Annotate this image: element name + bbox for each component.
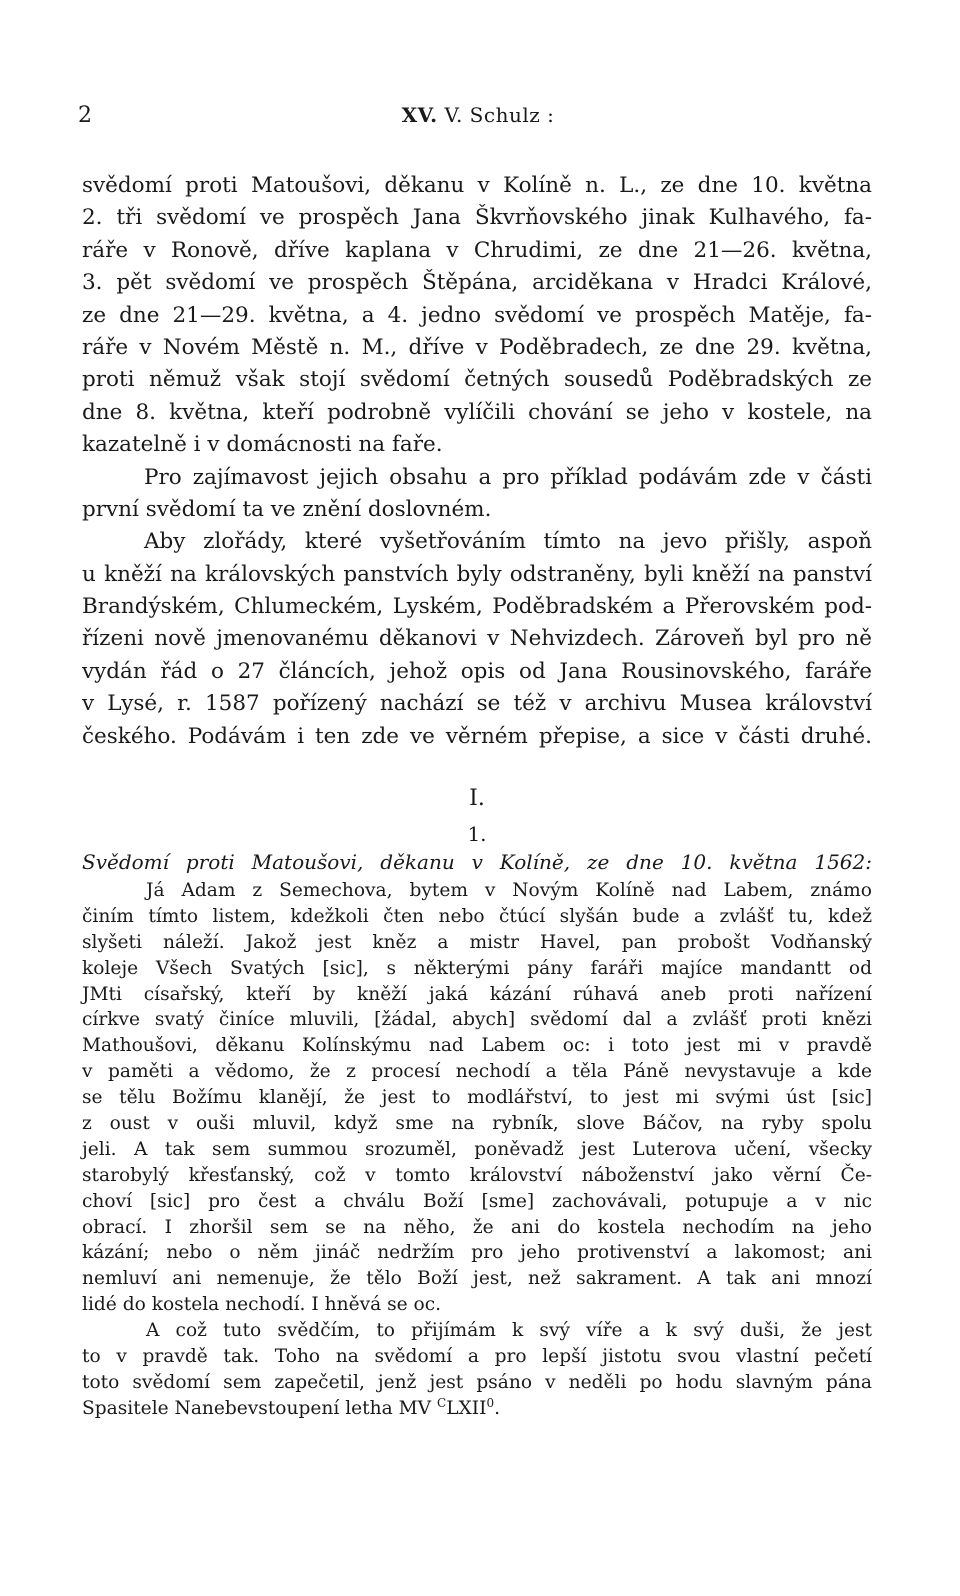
text-line: JMti císařský, kteří by kněží jaká kázání rúhavá aneb proti nařízení bbox=[82, 983, 872, 1005]
text-line: činím tímto listem, kdežkoli čten nebo čtúcí slyšán bude a zvlášť tu, kdež bbox=[82, 905, 872, 927]
text-line: kazatelně i v domácnosti na faře. bbox=[82, 432, 443, 458]
text-line: 2. tři svědomí ve prospěch Jana Škvrňovského jinak Kulhavého, fa- bbox=[82, 205, 872, 231]
text-line: Já Adam z Semechova, bytem v Novým Kolíně nad Labem, známo bbox=[146, 880, 872, 901]
text-line: v paměti a vědomo, že z procesí nechodí a těla Páně nevystavuje a kde bbox=[82, 1061, 872, 1083]
page-header bbox=[78, 103, 878, 133]
text-line: choví [sic] pro čest a chválu Boží [sme] zachovávali, potupuje a v nic bbox=[82, 1190, 872, 1212]
section-roman-numeral: I. bbox=[469, 786, 485, 811]
text-line: vydán řád o 27 článcích, jehož opis od Jana Rousinovského, faráře bbox=[82, 658, 872, 684]
superscript-o: 0 bbox=[486, 1395, 495, 1410]
text-line: ráře v Ronově, dříve kaplana v Chrudimi, ze dne 21—26. května, bbox=[82, 237, 872, 263]
text-line: Aby zlořády, které vyšetřováním tímto na jevo přišly, aspoň bbox=[144, 529, 872, 555]
text-line: v Lysé, r. 1587 pořízený nachází se též v archivu Musea království bbox=[82, 691, 872, 717]
text-line: z oust v ouši mluvil, když sme na rybník, slove Báčov, na ryby spolu bbox=[82, 1113, 872, 1135]
text-line: lidé do kostela nechodí. I hněvá se oc. bbox=[82, 1294, 442, 1316]
text-line: slyšeti náleží. Jakož jest kněz a mistr Havel, pan probošt Vodňanský bbox=[82, 931, 872, 953]
running-title-author: V. Schulz : bbox=[437, 103, 555, 127]
final-line-end: . bbox=[494, 1397, 501, 1419]
running-title bbox=[78, 103, 878, 127]
text-line-final bbox=[82, 1396, 872, 1422]
text-line: 3. pět svědomí ve prospěch Štěpána, arciděkana v Hradci Králové, bbox=[82, 270, 872, 296]
text-line: svědomí proti Matoušovi, děkanu v Kolíně n. L., ze dne 10. května bbox=[82, 173, 872, 198]
text-line: proti němuž však stojí svědomí četných sousedů Poděbradských ze bbox=[82, 367, 872, 393]
text-line: první svědomí ta ve znění doslovném. bbox=[82, 496, 492, 522]
superscript-c: C bbox=[437, 1395, 447, 1410]
text-line: u kněží na královských panstvích byly odstraněny, byli kněží na panství bbox=[82, 561, 872, 587]
text-line: řízeni nově jmenovanému děkanovi v Nehvizdech. Zároveň byl pro ně bbox=[82, 626, 872, 652]
text-line: českého. Podávám i ten zde ve věrném přepise, a sice v části druhé. bbox=[82, 723, 872, 749]
intro-text bbox=[82, 170, 872, 753]
text-line: Pro zajímavost jejich obsahu a pro příklad podávám zde v části bbox=[144, 464, 872, 490]
final-line-text: Spasitele Nanebevstoupení letha MV bbox=[82, 1397, 432, 1419]
text-line: ze dne 21—29. května, a 4. jedno svědomí ve prospěch Matěje, fa- bbox=[82, 302, 872, 328]
text-line: nemluví ani nemenuje, že tělo Boží jest, než sakrament. A tak ani mnozí bbox=[82, 1268, 872, 1290]
text-line: dne 8. května, kteří podrobně vylíčili chování se jeho v kostele, na bbox=[82, 399, 872, 425]
text-line: ráře v Novém Městě n. M., dříve v Poděbradech, ze dne 29. května, bbox=[82, 334, 872, 360]
document-text bbox=[82, 878, 872, 1422]
text-line: obrací. I zhoršil sem se na něho, že ani do kostela nechodím na jeho bbox=[82, 1216, 872, 1238]
text-line: se tělu Božímu klanějí, že jest to modlářství, to jest mi svými úst [sic] bbox=[82, 1087, 872, 1109]
text-line: Brandýském, Chlumeckém, Lyském, Poděbradském a Přerovském pod- bbox=[82, 594, 872, 620]
text-line: koleje Všech Svatých [sic], s některými pány faráři majíce mandantt od bbox=[82, 957, 872, 979]
running-title-volume: XV. bbox=[401, 103, 438, 127]
final-line-year: LXII bbox=[446, 1397, 487, 1419]
text-line: to v pravdě tak. Toho na svědomí a pro lepší jistotu svou vlastní pečetí bbox=[82, 1346, 872, 1368]
text-line: církve svatý činíce mluvili, [žádal, abych] svědomí dal a zvlášť proti knězi bbox=[82, 1009, 872, 1031]
text-line: starobylý křesťanský, což v tomto království náboženství jako věrní Če- bbox=[82, 1164, 872, 1186]
text-line: jeli. A tak sem summou srozuměl, poněvadž jest Luterova učení, všecky bbox=[82, 1138, 872, 1160]
section-number: 1. bbox=[467, 822, 487, 846]
text-line: toto svědomí sem zapečetil, jenž jest psáno v neděli po hodu slavným pána bbox=[82, 1371, 872, 1393]
text-line: kázání; nebo o něm jináč nedržím pro jeho protivenství a lakomost; ani bbox=[82, 1242, 872, 1264]
text-line: A což tuto svědčím, to přijímám k svý víře a k svý duši, že jest bbox=[146, 1320, 872, 1342]
page-number: 2 bbox=[78, 103, 92, 128]
text-line: Mathoušovi, děkanu Kolínskýmu nad Labem oc: i toto jest mi v pravdě bbox=[82, 1035, 872, 1057]
document-heading: Svědomí proti Matoušovi, děkanu v Kolíně, ze dne 10. května 1562: bbox=[82, 850, 872, 874]
